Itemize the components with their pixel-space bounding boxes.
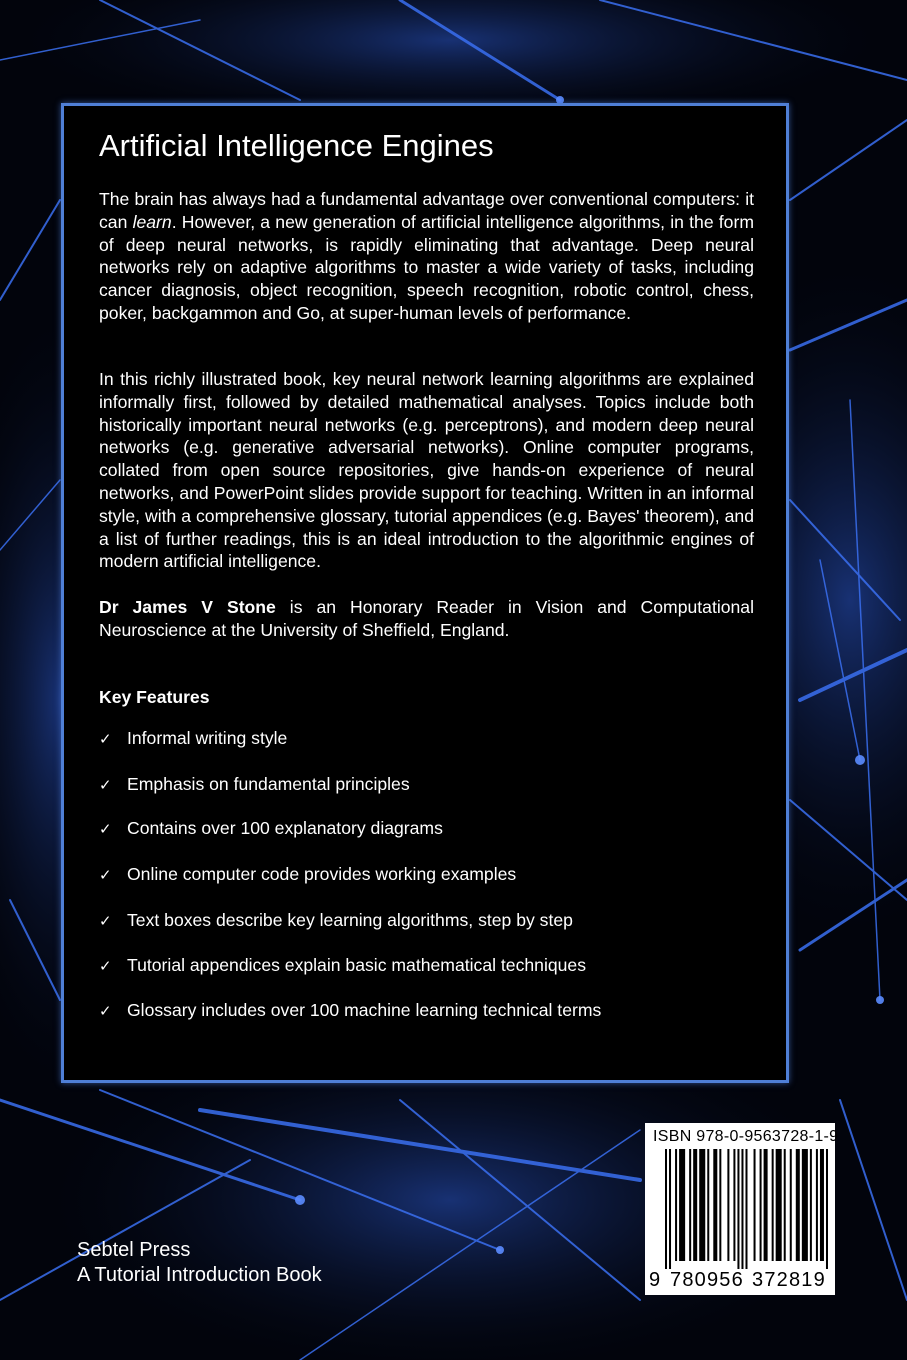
key-features-heading: Key Features [99, 687, 210, 707]
overview-paragraph: In this richly illustrated book, key neural network learning algorithms are explained informally first, followed by detailed mathematical analyses. Topics include both historically important neural networks (e.g. perceptrons), and modern deep neural networks (e.g. generative adversarial networks). Online computer programs, collated from open source repositories, give hands-on experience of neural networks, and PowerPoint slides provide support for teaching. Written in an informal style, with a comprehensive glossary, tutorial appendices (e.g. Bayes' theorem), and a list of further readings, this is an ideal introduction to the algorithmic engines of modern artificial intelligence. [99, 369, 754, 572]
ean-right-digits: 372819 [752, 1269, 826, 1291]
author-bio: is an Honorary Reader in Vision and Computational Neuroscience at the University of Sheffield, England. [99, 597, 754, 640]
checkmark-icon: ✓ [99, 867, 112, 884]
isbn-label: ISBN 978-0-9563728-1-9 [653, 1128, 839, 1145]
barcode-bar [699, 1149, 705, 1261]
author-paragraph [99, 596, 754, 642]
barcode-bar [816, 1149, 818, 1261]
feature-item [99, 953, 749, 977]
feature-item [99, 726, 749, 750]
ean-first-digit: 9 [649, 1269, 661, 1291]
barcode-bars [665, 1149, 830, 1269]
barcode-bar [693, 1149, 697, 1261]
checkmark-icon: ✓ [99, 958, 112, 975]
barcode-bar [675, 1149, 677, 1261]
isbn-barcode [645, 1123, 839, 1295]
book-title: Artificial Intelligence Engines [99, 128, 494, 163]
intro-text-start: The brain has always had a fundamental advantage over conventional computers: it can [99, 189, 754, 232]
barcode-bar [810, 1149, 812, 1261]
feature-item [99, 998, 749, 1022]
barcode-bar [665, 1149, 667, 1269]
feature-item [99, 908, 749, 932]
barcode-bar [754, 1149, 756, 1261]
barcode-bar [784, 1149, 786, 1261]
feature-text: Tutorial appendices explain basic mathematical techniques [127, 955, 587, 975]
barcode-bar [707, 1149, 709, 1261]
feature-item [99, 772, 749, 796]
barcode-bar [764, 1149, 768, 1261]
barcode-bar [776, 1149, 782, 1261]
checkmark-icon: ✓ [99, 731, 112, 748]
barcode-bar [796, 1149, 800, 1261]
barcode-bar [802, 1149, 808, 1261]
feature-item [99, 816, 749, 840]
feature-text: Glossary includes over 100 machine learning technical terms [127, 1000, 602, 1020]
feature-text: Informal writing style [127, 728, 288, 748]
checkmark-icon: ✓ [99, 1003, 112, 1020]
feature-text: Contains over 100 explanatory diagrams [127, 818, 443, 838]
barcode-bar [826, 1149, 828, 1269]
barcode-bar [689, 1149, 691, 1261]
description-panel [61, 103, 789, 1083]
feature-item [99, 862, 749, 886]
feature-text: Emphasis on fundamental principles [127, 774, 410, 794]
checkmark-icon: ✓ [99, 821, 112, 838]
intro-paragraph [99, 188, 754, 325]
barcode-bar [733, 1149, 735, 1261]
barcode-bar [772, 1149, 774, 1261]
barcode-bar [741, 1149, 743, 1269]
publisher-name: Sebtel Press [77, 1239, 191, 1261]
barcode-bar [790, 1149, 792, 1261]
feature-text: Text boxes describe key learning algorithms, step by step [127, 910, 573, 930]
author-name: Dr James V Stone [99, 597, 276, 617]
barcode-bar [679, 1149, 685, 1261]
publisher-info [77, 1238, 322, 1288]
barcode-bar [745, 1149, 747, 1269]
intro-text-end: . However, a new generation of artificial intelligence algorithms, in the form of deep neural networks, is rapidly eliminating that advantage. Deep neural networks rely on adaptive algorithms to master a wide variety of tasks, including cancer diagnosis, object recognition, speech recognition, robotic control, chess, poker, backgammon and Go, at super-human levels of performance. [99, 211, 754, 323]
intro-emphasis: learn [132, 211, 172, 232]
barcode-bar [713, 1149, 717, 1261]
barcode-bar [669, 1149, 671, 1269]
barcode-bar [737, 1149, 739, 1269]
barcode-bar [727, 1149, 729, 1261]
barcode-bar [820, 1149, 824, 1261]
series-name: A Tutorial Introduction Book [77, 1264, 322, 1286]
checkmark-icon: ✓ [99, 913, 112, 930]
feature-text: Online computer code provides working examples [127, 864, 517, 884]
checkmark-icon: ✓ [99, 777, 112, 794]
barcode-bar [760, 1149, 762, 1261]
ean-left-digits: 780956 [670, 1269, 744, 1291]
barcode-bar [719, 1149, 721, 1261]
